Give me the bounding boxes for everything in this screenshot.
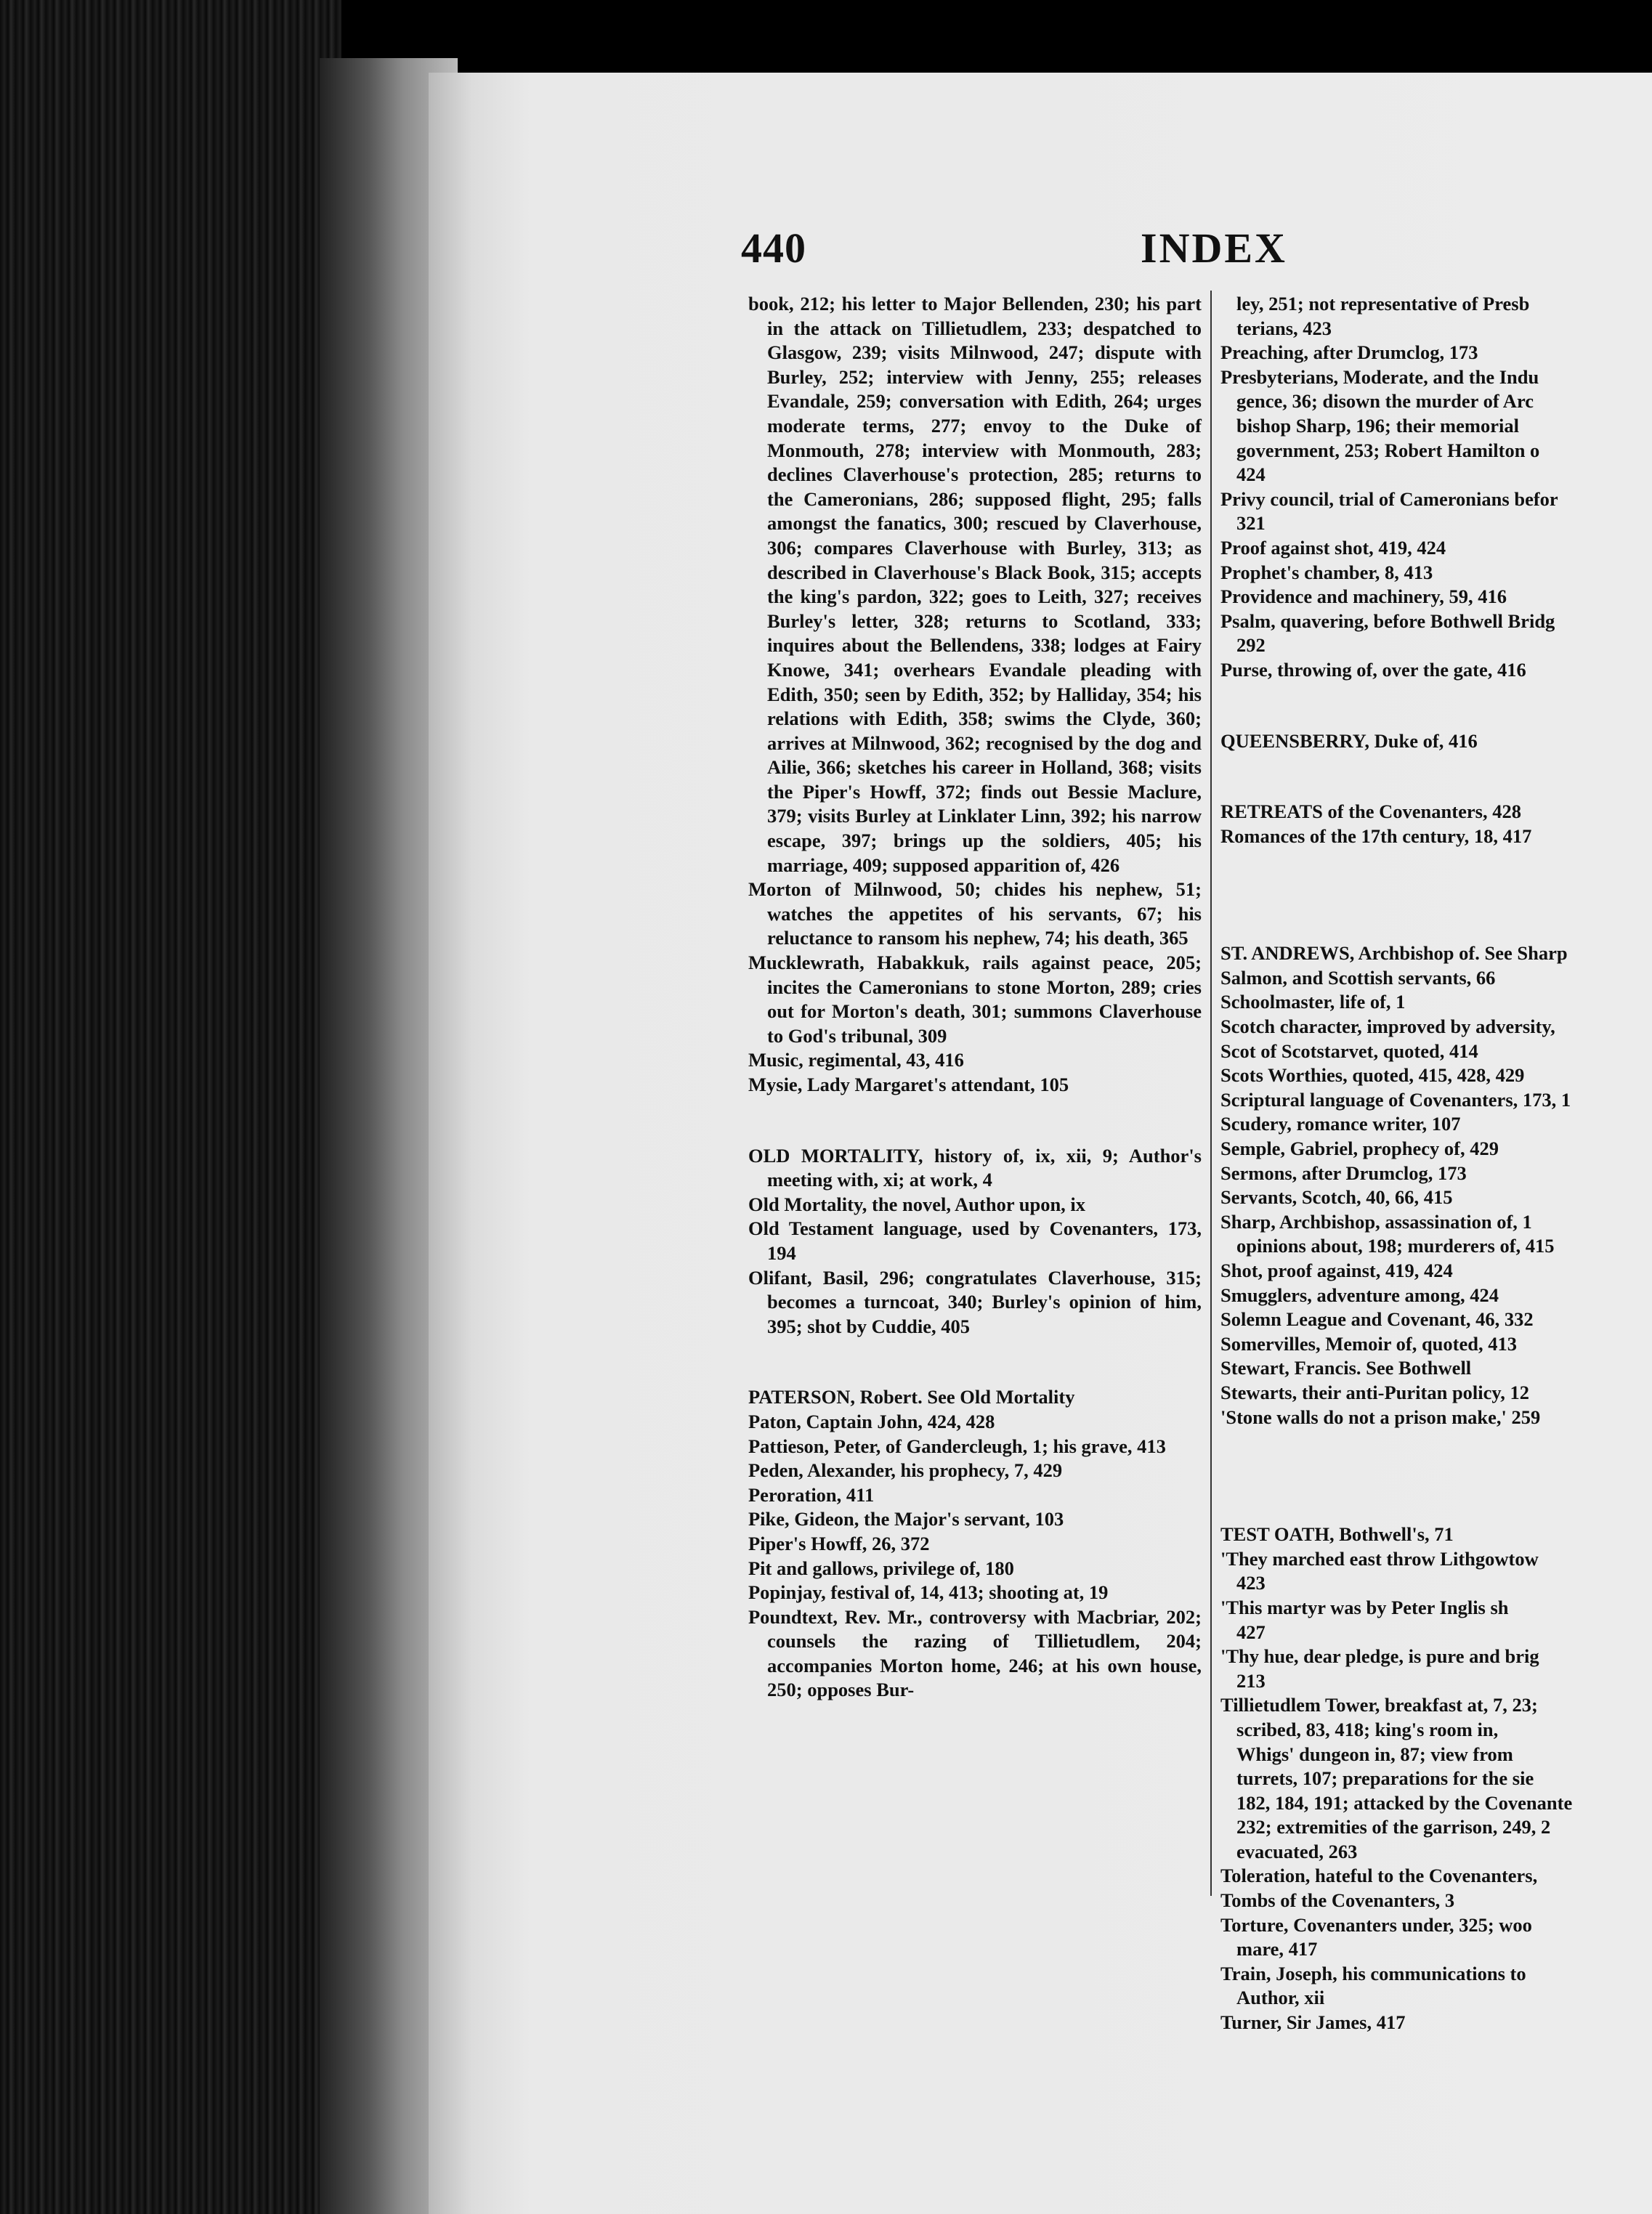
section-gap <box>748 1098 1202 1144</box>
index-entry: Piper's Howff, 26, 372 <box>748 1532 930 1554</box>
index-entry: OLD MORTALITY, history of, ix, xii, 9; Author's meeting with, xi; at work, 4 <box>748 1144 1202 1191</box>
index-entry: 'Stone walls do not a prison make,' 259 <box>1220 1406 1541 1428</box>
index-entry: ley, 251; not representative of Presb <box>1236 293 1530 315</box>
index-entry: 'Thy hue, dear pledge, is pure and brig <box>1220 1645 1539 1668</box>
index-entry: Peroration, 411 <box>748 1483 875 1506</box>
index-entry: Stewarts, their anti-Puritan policy, 12 <box>1220 1381 1529 1403</box>
index-entry: Privy council, trial of Cameronians befor <box>1220 487 1558 510</box>
index-entry: Tillietudlem Tower, breakfast at, 7, 23; <box>1220 1694 1538 1716</box>
index-entry: Train, Joseph, his communications to <box>1220 1962 1526 1984</box>
index-entry: Torture, Covenanters under, 325; woo <box>1220 1913 1532 1936</box>
index-entry: Old Testament language, used by Covenanters, 173, 194 <box>748 1217 1202 1264</box>
index-entry: Whigs' dungeon in, 87; view from <box>1236 1743 1513 1765</box>
index-entry: evacuated, 263 <box>1236 1840 1358 1862</box>
index-entry: Servants, Scotch, 40, 66, 415 <box>1220 1186 1453 1209</box>
index-entry: Olifant, Basil, 296; congratulates Claverhouse, 315; becomes a turncoat, 340; Burley's opinion of him, 395; shot by Cuddie, 405 <box>748 1266 1202 1337</box>
index-column-right <box>1220 292 1652 2035</box>
index-entry: Paton, Captain John, 424, 428 <box>748 1410 995 1432</box>
index-entry: 213 <box>1236 1669 1266 1692</box>
index-entry: 182, 184, 191; attacked by the Covenante <box>1236 1791 1573 1814</box>
index-entry: government, 253; Robert Hamilton o <box>1236 439 1540 461</box>
index-entry: Sermons, after Drumclog, 173 <box>1220 1161 1467 1184</box>
section-gap <box>1220 1430 1652 1476</box>
index-entry: Providence and machinery, 59, 416 <box>1220 585 1507 608</box>
index-entry: Music, regimental, 43, 416 <box>748 1049 964 1071</box>
index-entry: Sharp, Archbishop, assassination of, 1 <box>1220 1210 1532 1233</box>
index-entry: Somervilles, Memoir of, quoted, 413 <box>1220 1332 1517 1355</box>
page-number: 440 <box>741 224 806 272</box>
index-entry: 424 <box>1236 463 1266 486</box>
index-entry: Romances of the 17th century, 18, 417 <box>1220 824 1532 847</box>
index-entry: 427 <box>1236 1621 1266 1643</box>
index-entry: QUEENSBERRY, Duke of, 416 <box>1220 729 1478 752</box>
index-entry: Scudery, romance writer, 107 <box>1220 1113 1461 1135</box>
index-entry: Poundtext, Rev. Mr., controversy with Macbriar, 202; counsels the razing of Tillietudlem, 204; accompanies Morton home, 246; at his own house, 250; opposes Bur- <box>748 1605 1202 1701</box>
index-entry: Mucklewrath, Habakkuk, rails against peace, 205; incites the Cameronians to stone Morton, 289; cries out for Morton's death, 301; summons Claverhouse to God's tribunal, 309 <box>748 952 1202 1047</box>
index-entry: PATERSON, Robert. See Old Mortality <box>748 1386 1075 1408</box>
index-entry: Turner, Sir James, 417 <box>1220 2011 1406 2034</box>
index-entry: Salmon, and Scottish servants, 66 <box>1220 966 1496 989</box>
index-entry: 'They marched east throw Lithgowtow <box>1220 1547 1539 1570</box>
index-entry: Scotch character, improved by adversity, <box>1220 1015 1555 1038</box>
index-entry: TEST OATH, Bothwell's, 71 <box>1220 1523 1454 1546</box>
index-entry: Semple, Gabriel, prophecy of, 429 <box>1220 1138 1499 1160</box>
index-entry: Psalm, quavering, before Bothwell Bridg <box>1220 609 1555 632</box>
book-edge <box>0 0 341 2214</box>
index-entry: Author, xii <box>1236 1987 1325 2009</box>
index-page <box>429 73 1652 2214</box>
section-gap <box>1220 895 1652 941</box>
index-entry: Old Mortality, the novel, Author upon, ix <box>748 1193 1086 1215</box>
index-entry: scribed, 83, 418; king's room in, <box>1236 1718 1499 1740</box>
index-entry: Schoolmaster, life of, 1 <box>1220 991 1406 1013</box>
index-entry: Mysie, Lady Margaret's attendant, 105 <box>748 1074 1069 1095</box>
index-entry: Purse, throwing of, over the gate, 416 <box>1220 658 1526 681</box>
index-entry: Pit and gallows, privilege of, 180 <box>748 1557 1014 1579</box>
index-entry: Popinjay, festival of, 14, 413; shooting at, 19 <box>748 1581 1109 1604</box>
column-divider <box>1210 291 1212 1896</box>
index-entry: ST. ANDREWS, Archbishop of. See Sharp <box>1220 942 1568 965</box>
index-entry: turrets, 107; preparations for the sie <box>1236 1767 1534 1790</box>
index-entry: Scriptural language of Covenanters, 173, 1 <box>1220 1088 1571 1111</box>
index-entry: RETREATS of the Covenanters, 428 <box>1220 800 1521 823</box>
index-entry: Toleration, hateful to the Covenanters, <box>1220 1865 1538 1887</box>
index-entry: 'This martyr was by Peter Inglis sh <box>1220 1596 1509 1618</box>
section-gap <box>748 1339 1202 1385</box>
section-gap <box>1220 848 1652 895</box>
index-column-left <box>748 292 1202 1703</box>
index-entry: 423 <box>1236 1572 1266 1594</box>
index-entry: Solemn League and Covenant, 46, 332 <box>1220 1308 1534 1331</box>
index-entry: 292 <box>1236 634 1266 657</box>
index-entry: Peden, Alexander, his prophecy, 7, 429 <box>748 1459 1063 1482</box>
index-entry: Presbyterians, Moderate, and the Indu <box>1220 365 1539 388</box>
index-entry: Stewart, Francis. See Bothwell <box>1220 1357 1472 1379</box>
index-entry: Scots Worthies, quoted, 415, 428, 429 <box>1220 1064 1525 1087</box>
index-entry: book, 212; his letter to Major Bellenden, 230; his part in the attack on Tillietudlem, 233; despatched to Glasgow, 239; visits Milnwood, 247; dispute with Burley, 252; interview with Jenny, 255; releases Evandale, 259; conversation with Edith, 264; urges moderate terms, 277; envoy to the Duke of Monmouth, 278; interview with Monmouth, 283; declines Claverhouse's protection, 285; returns to the Cameronians, 286; supposed flight, 295; falls amongst the fanatics, 300; rescued by Claverhouse, 306; compares Claverhouse with Burley, 313; as described in Claverhouse's Black Book, 315; accepts the king's pardon, 322; goes to Leith, 327; receives Burley's letter, 328; returns to Scotland, 333; inquires about the Bellendens, 338; lodges at Fairy Knowe, 341; overhears Evandale pleading with Edith, 350; seen by Edith, 352; by Halliday, 354; his relations with Edith, 358; swims the Clyde, 360; arrives at Milnwood, 362; recognised by the dog and Ailie, 366; sketches his career in Holland, 368; visits the Piper's Howff, 372; finds out Bessie Maclure, 379; visits Burley at Linklater Linn, 392; his narrow escape, 397; brings up the soldiers, 405; his marriage, 409; supposed apparition of, 426 <box>748 293 1202 876</box>
index-entry: Tombs of the Covenanters, 3 <box>1220 1889 1455 1912</box>
index-entry: Morton of Milnwood, 50; chides his nephew, 51; watches the appetites of his servants, 67; his reluctance to ransom his nephew, 74; his death, 365 <box>748 878 1202 949</box>
index-entry: 321 <box>1236 512 1266 535</box>
section-gap <box>1220 753 1652 800</box>
index-entry: mare, 417 <box>1236 1938 1318 1960</box>
index-entry: Prophet's chamber, 8, 413 <box>1220 561 1433 583</box>
index-entry: gence, 36; disown the murder of Arc <box>1236 390 1534 413</box>
index-entry: Shot, proof against, 419, 424 <box>1220 1260 1453 1281</box>
index-entry: opinions about, 198; murderers of, 415 <box>1236 1235 1555 1257</box>
section-gap <box>1220 683 1652 729</box>
running-head: INDEX <box>1141 224 1287 272</box>
index-entry: 232; extremities of the garrison, 249, 2 <box>1236 1816 1551 1838</box>
index-entry: Preaching, after Drumclog, 173 <box>1220 341 1478 364</box>
index-entry: Smugglers, adventure among, 424 <box>1220 1284 1499 1306</box>
index-entry: bishop Sharp, 196; their memorial <box>1236 414 1519 437</box>
index-entry: terians, 423 <box>1236 317 1332 339</box>
index-entry: Pattieson, Peter, of Gandercleugh, 1; his grave, 413 <box>748 1435 1166 1457</box>
index-entry: Proof against shot, 419, 424 <box>1220 536 1446 559</box>
section-gap <box>1220 1476 1652 1522</box>
index-entry: Pike, Gideon, the Major's servant, 103 <box>748 1508 1064 1530</box>
index-entry: Scot of Scotstarvet, quoted, 414 <box>1220 1039 1478 1062</box>
